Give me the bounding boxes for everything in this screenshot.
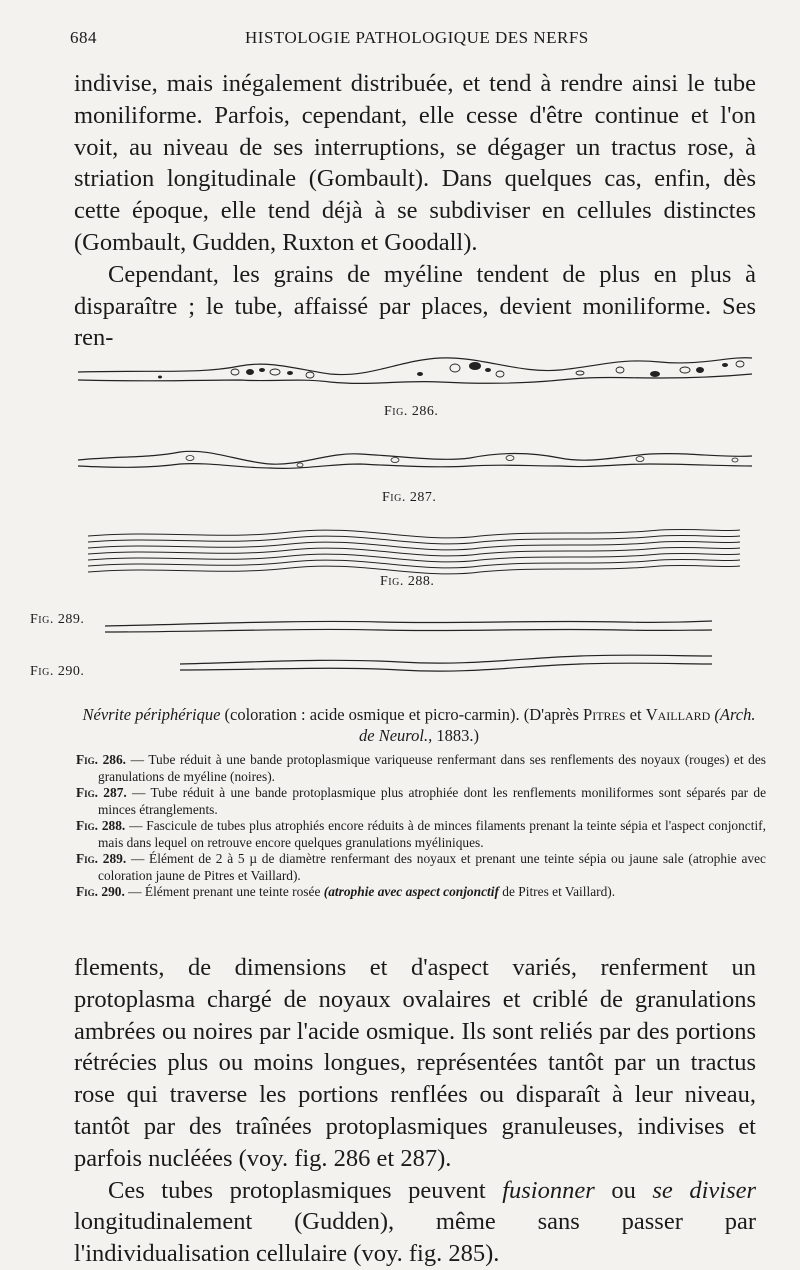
legend-text: — Fascicule de tubes plus atrophiés encore réduits à de minces filaments prenant la teinte sépia et l'aspect conjonctif, mais dans lequel on retrouve encore quelques granulations myéliniques. (98, 818, 766, 850)
italic-term: fusionner (502, 1176, 595, 1204)
legend-item (76, 851, 766, 884)
paragraph: flements, de dimensions et d'aspect variés, renferment un protoplasma chargé de noyaux ovalaires et criblé de granulations ambrées ou noires par l'acide osmique. Ils sont reliés par des portions rétrécies plus ou moins longues, représentées tantôt par un tractus rose qui traverse les portions renflées ou disparaît à leur niveau, tantôt par des traînées protoplasmiques granuleuses, indivises et parfois nucléées (voy. fig. 286 et 287). (74, 954, 756, 1172)
legend-tag: Fig. 287. (76, 785, 127, 800)
caption-author: Vaillard (645, 705, 711, 724)
legend-tag: Fig. 290. (76, 884, 125, 899)
running-title: HISTOLOGIE PATHOLOGIQUE DES NERFS (245, 28, 589, 47)
legend-italic: (atrophie avec aspect conjonctif (323, 884, 499, 899)
legend-item (76, 785, 766, 818)
paragraph: Cependant, les grains de myéline tendent de plus en plus à disparaître ; le tube, affaissé par places, devient moniliforme. Ses ren- (74, 260, 756, 352)
legend-text: — Tube réduit à une bande protoplasmique variqueuse renfermant dans ses renflements des noyaux (rouges) et des granulations de myéline (noires). (98, 752, 766, 784)
figure-label: Fig. 290. (30, 664, 85, 679)
figure-legend (76, 752, 766, 901)
caption-title: Névrite périphérique (82, 705, 221, 724)
legend-text: de Pitres et Vaillard). (502, 884, 616, 899)
text-run: Ces tubes protoplasmiques peuvent (108, 1176, 486, 1204)
nerve-figures-illustration (0, 340, 800, 690)
paragraph: indivise, mais inégalement distribuée, et tend à rendre ainsi le tube moniliforme. Parfois, cependant, elle cesse d'être continue et l'on voit, au niveau de ses interruptions, se dégager un tractus rose, à striation longitudinale (Gombault). Dans quelques cas, enfin, dès cette époque, elle tend déjà à se subdiviser en cellules distinctes (Gombault, Gudden, Ruxton et Goodall). (74, 70, 756, 256)
legend-text: — Tube réduit à une bande protoplasmique plus atrophiée dont les renflements moniliformes sont séparés par de minces étranglements. (98, 785, 767, 817)
fig-288-drawing (88, 529, 740, 574)
fig-287-drawing (78, 451, 752, 468)
legend-item (76, 818, 766, 851)
figure-label: Fig. 288. (380, 574, 435, 589)
fig-290-drawing (180, 655, 712, 671)
caption-text: et (629, 705, 642, 724)
bottom-text-block (74, 952, 756, 1270)
figure-label: Fig. 286. (384, 404, 439, 419)
page-number: 684 (70, 28, 97, 47)
fig-286-drawing (78, 358, 752, 384)
legend-text: — Élément de 2 à 5 µ de diamètre renfermant des noyaux et prenant une teinte sépia ou jaune sale (atrophie avec coloration jaune de Pitres et Vaillard). (98, 851, 766, 883)
legend-item (76, 752, 766, 785)
fig-289-drawing (105, 621, 712, 632)
figure-label: Fig. 287. (382, 490, 437, 505)
text-run: longitudinalement (Gudden), même sans passer par l'individualisation cellulaire (voy. fig. 285). (74, 1208, 756, 1268)
legend-item (76, 884, 766, 901)
legend-tag: Fig. 288. (76, 818, 126, 833)
legend-text: — Élément prenant une teinte rosée (128, 884, 321, 899)
caption-author: Pitres (583, 705, 626, 724)
caption-year: 1883.) (436, 726, 479, 745)
italic-term: se diviser (652, 1176, 757, 1204)
legend-tag: Fig. 286. (76, 752, 127, 767)
caption-source: (Arch. de Neurol., (359, 705, 756, 745)
top-text-block (74, 68, 756, 354)
paragraph (74, 1175, 756, 1270)
caption-text: (coloration : acide osmique et picro-carmin). (D'après (224, 705, 579, 724)
legend-tag: Fig. 289. (76, 851, 127, 866)
figure-label: Fig. 289. (30, 612, 85, 627)
text-run: ou (611, 1176, 636, 1204)
figure-caption (74, 704, 764, 746)
